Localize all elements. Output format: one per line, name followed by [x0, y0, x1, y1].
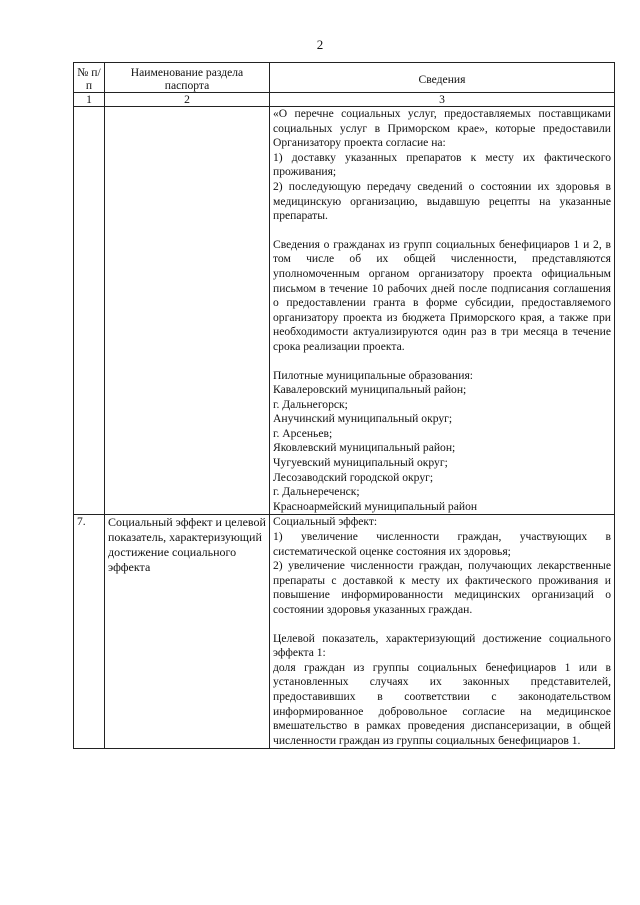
target-indicator-text: доля граждан из группы социальных бенефициаров 1 или в установленных случаях их законных представителей, предоставивших в соответствии с законодательством информированное добровольное согласие на медицинское вмешательство в рамках проведения диспансеризации, в общей численности граждан из группы социальных бенефициаров 1.	[273, 660, 611, 747]
table-row-continuation	[74, 107, 615, 515]
column-number-1: 1	[74, 93, 105, 107]
pilot-municipality: Кавалеровский муниципальный район;	[273, 383, 467, 397]
social-effect-2: 2) увеличение численности граждан, получающих лекарственные препараты с доставкой к месту их фактического проживания и повышение информированности медицинских организаций о состоянии здоровья указанных граждан.	[273, 559, 611, 616]
page-number: 2	[316, 37, 324, 52]
pilot-municipality: Анучинский муниципальный округ;	[273, 412, 453, 426]
beneficiaries-info-paragraph: Сведения о гражданах из групп социальных бенефициаров 1 и 2, в том числе об их общей численности, представляются уполномоченным органом организатору проекта официальным письмом в течение 10 рабочих дней после подписания соглашения о предоставлении гранта в форме субсидии, предоставляемого организатору проекта из бюджета Приморского края, а также при необходимости актуализируются один раз в три месяца в течение срока реализации проекта.	[273, 237, 611, 353]
header-details: Сведения	[270, 63, 615, 93]
pilot-municipality: Чугуевский муниципальный округ;	[273, 456, 448, 470]
column-number-3: 3	[270, 93, 615, 107]
row-number-cell	[74, 107, 105, 515]
header-number: № п/п	[74, 63, 105, 93]
row-name-cell: Социальный эффект и целевой показатель, характеризующий достижение социального эффекта	[105, 515, 270, 749]
passport-table	[73, 62, 615, 749]
pilot-municipality: Яковлевский муниципальный район;	[273, 441, 456, 455]
pilot-municipality: г. Дальнегорск;	[273, 397, 348, 411]
row-number-cell: 7.	[74, 515, 105, 749]
services-list-paragraph: «О перечне социальных услуг, предоставляемых поставщиками социальных услуг в Приморском крае», которые предоставили Организатору проекта согласие на:	[273, 107, 611, 150]
pilot-municipality: Лесозаводский городской округ;	[273, 470, 434, 484]
target-indicator-title: Целевой показатель, характеризующий достижение социального эффекта 1:	[273, 631, 611, 660]
consent-item-1: 1) доставку указанных препаратов к месту их фактического проживания;	[273, 150, 611, 179]
social-effect-title: Социальный эффект:	[273, 515, 378, 529]
column-number-2: 2	[105, 93, 270, 107]
column-number-row	[74, 93, 615, 107]
pilot-municipality: Красноармейский муниципальный район	[273, 499, 478, 513]
pilot-municipality: г. Арсеньев;	[273, 426, 333, 440]
table-row-7	[74, 515, 615, 749]
pilot-municipality: г. Дальнереченск;	[273, 485, 360, 499]
table-header-row	[74, 63, 615, 93]
row-name-cell	[105, 107, 270, 515]
header-section-name: Наименование раздела паспорта	[105, 63, 270, 93]
pilot-municipalities-title: Пилотные муниципальные образования:	[273, 368, 474, 382]
row-details-cell	[270, 107, 615, 515]
row-details-cell	[270, 515, 615, 749]
consent-item-2: 2) последующую передачу сведений о состоянии их здоровья в медицинскую организацию, выдавшую рецепты на указанные препараты.	[273, 179, 611, 223]
social-effect-1: 1) увеличение численности граждан, участвующих в систематической оценке состояния их здоровья;	[273, 530, 611, 558]
